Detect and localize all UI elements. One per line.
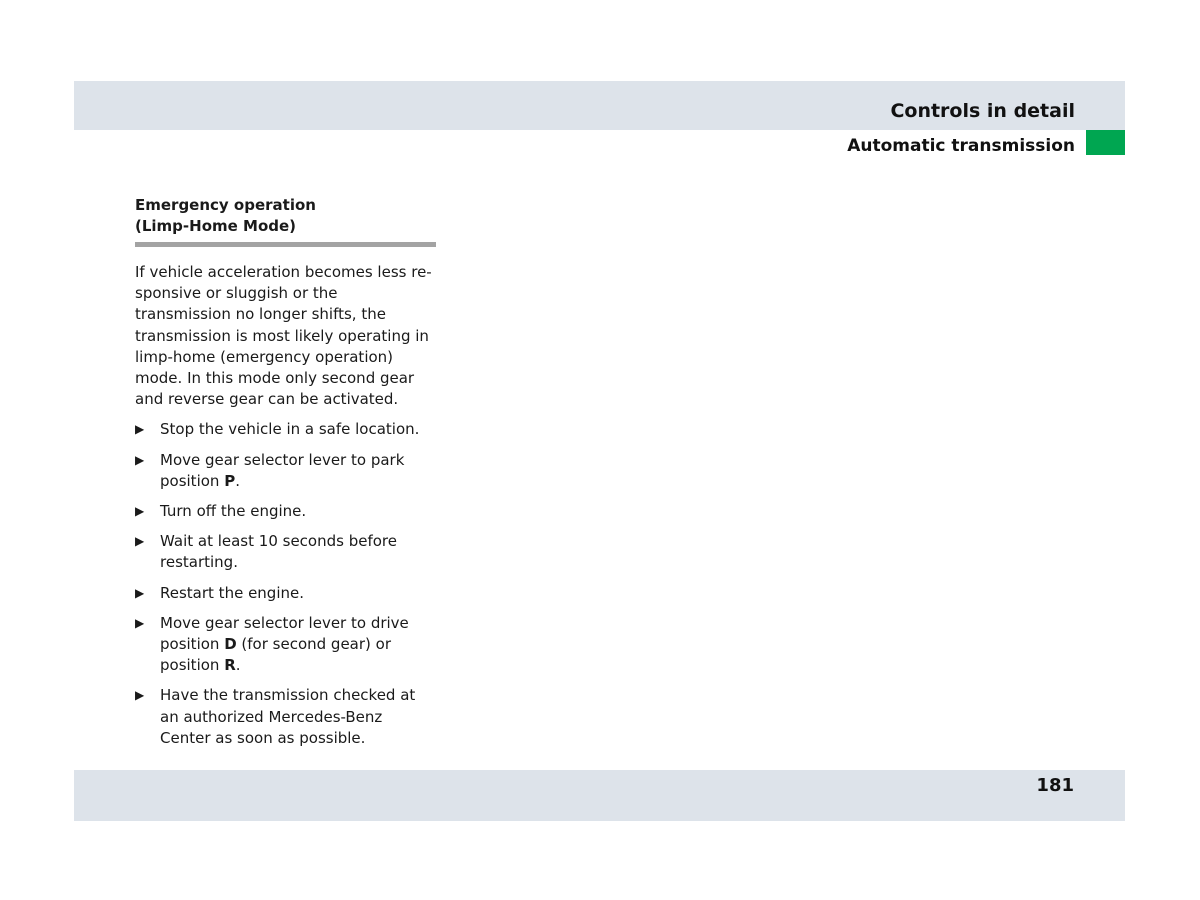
- right-triangle-bullet-icon: ▶: [135, 504, 145, 519]
- footer-band: [74, 770, 1125, 821]
- section-title: Automatic transmission: [847, 136, 1075, 156]
- step-text: Restart the engine.: [160, 583, 304, 602]
- right-triangle-bullet-icon: ▶: [135, 688, 145, 703]
- instruction-list: [135, 419, 437, 749]
- right-triangle-bullet-icon: ▶: [135, 534, 145, 549]
- intro-paragraph: If vehicle acceleration becomes less re-sponsive or sluggish or the transmission no longer shifts, the transmission is most likely operating in limp-home (emergency operation) mode. In this mode only second gear and reverse gear can be activated.: [135, 263, 432, 409]
- gear-position-p: P: [224, 471, 236, 490]
- chapter-title: Controls in detail: [890, 100, 1075, 122]
- step-text-middle: (for second gear) or position: [160, 635, 391, 675]
- step-text: Move gear selector lever to park position: [160, 450, 405, 490]
- right-triangle-bullet-icon: ▶: [135, 615, 145, 630]
- article-column: [135, 195, 437, 758]
- section-tab-marker: [1086, 130, 1125, 155]
- step-text: Stop the vehicle in a safe location.: [160, 420, 420, 439]
- right-triangle-bullet-icon: ▶: [135, 422, 145, 437]
- right-triangle-bullet-icon: ▶: [135, 585, 145, 600]
- page-number: 181: [1036, 775, 1074, 796]
- heading-divider: [135, 242, 436, 247]
- step-text-end: .: [235, 471, 240, 490]
- list-item: [135, 613, 437, 677]
- list-item: [135, 501, 437, 522]
- article-heading-line1: Emergency operation: [135, 196, 316, 214]
- article-heading-line2: (Limp-Home Mode): [135, 217, 297, 235]
- step-text: Move gear selector lever to drive position: [160, 613, 409, 654]
- gear-position-r: R: [224, 656, 236, 675]
- gear-position-d: D: [224, 635, 237, 654]
- step-text-end: .: [235, 656, 241, 675]
- step-text: Turn off the engine.: [160, 502, 307, 521]
- list-item: [135, 450, 437, 492]
- right-triangle-bullet-icon: ▶: [135, 452, 145, 467]
- step-text: Wait at least 10 seconds before restarting.: [160, 532, 397, 572]
- list-item: [135, 685, 437, 749]
- article-heading: [135, 195, 437, 237]
- step-text: Have the transmission checked at an authorized Mercedes-Benz Center as soon as possible.: [160, 686, 416, 747]
- list-item: [135, 583, 437, 604]
- list-item: [135, 531, 437, 573]
- list-item: [135, 419, 437, 440]
